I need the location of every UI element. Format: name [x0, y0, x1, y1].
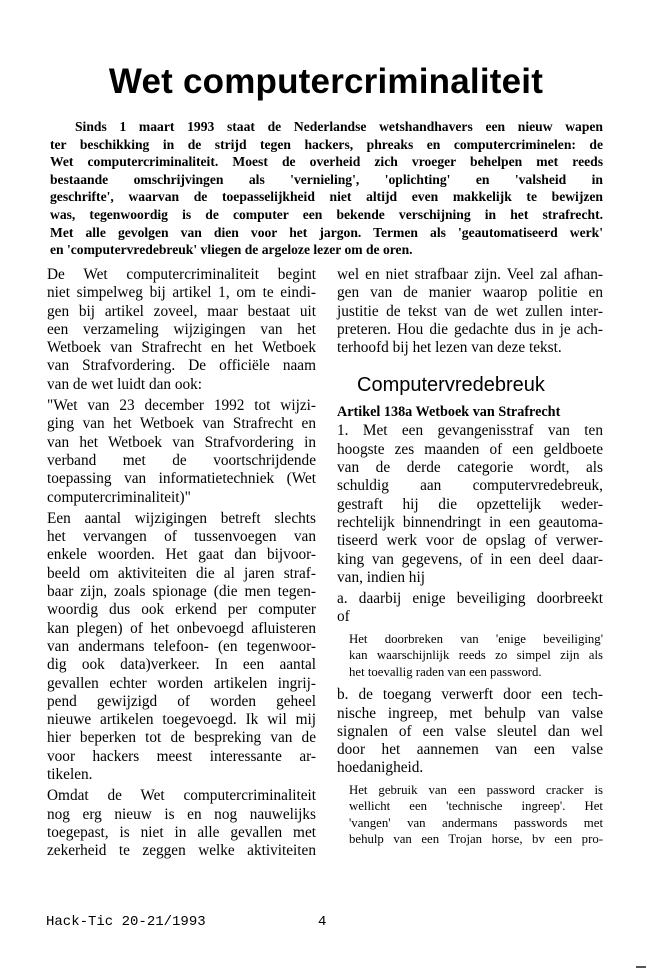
- footer-publication: Hack-Tic 20-21/1993: [46, 914, 206, 930]
- text-line: verband met de voortschrijdende: [47, 451, 316, 469]
- right-column: [337, 266, 603, 854]
- text-line: nische ingreep, met behulp van valse: [337, 704, 603, 722]
- intro-line: geschrifte', waarvan de toepasselijkheid niet altijd even makkelijk te bewijzen: [50, 189, 603, 205]
- text-line: behulp van een Trojan horse, bv een pro-: [349, 832, 603, 847]
- intro-line: ter beschikking in de strijd tegen hackers, phreaks en computercriminelen: de: [50, 136, 603, 152]
- text-line: toegepast, is niet in alle gevallen met: [47, 823, 316, 841]
- text-line: beeld om aktiviteiten die al jaren straf-: [47, 564, 316, 582]
- text-line: kan plegen) of het onbevoegd afluisteren: [47, 619, 316, 637]
- text-line: toepassing van informatietechniek (Wet: [47, 470, 316, 488]
- text-line: van andermans telefoon- (en tegenwoor-: [47, 637, 316, 655]
- commentary-note-b: [337, 782, 603, 848]
- text-line: preteren. Hou die gedachte dus in je ach-: [337, 320, 603, 338]
- text-line: Het doorbreken van 'enige beveiliging': [349, 631, 603, 646]
- text-line: signalen of een valse sleutel dan wel: [337, 722, 603, 740]
- intro-line: Sinds 1 maart 1993 staat de Nederlandse wetshandhavers een nieuw wapen: [75, 119, 603, 134]
- text-line: tikelen.: [47, 766, 93, 784]
- text-line: gen van de manier waarop politie en: [337, 284, 603, 302]
- text-line: of: [337, 608, 350, 626]
- page-number: 4: [318, 914, 327, 930]
- text-line: Het gebruik van een password cracker is: [349, 782, 603, 797]
- text-line: terhoofd bij het lezen van deze tekst.: [337, 339, 562, 357]
- text-line: nog erg nieuw is en nog nauwelijks: [47, 805, 316, 823]
- text-line: enkele woorden. Het gaat dan bijvoor-: [47, 546, 316, 564]
- intro-line: was, tegenwoordig is de computer een bekende verschijning in het strafrecht.: [50, 206, 603, 222]
- text-line: De Wet computercriminaliteit begint: [47, 266, 316, 283]
- text-line: b. de toegang verwerft door een tech-: [337, 686, 603, 704]
- clause-b: [337, 686, 603, 777]
- intro-paragraph: [50, 118, 603, 259]
- text-line: hoedanigheid.: [337, 759, 424, 777]
- paragraph-official-name: [47, 397, 316, 507]
- text-line: zekerheid te zeggen welke aktiviteiten: [47, 842, 316, 860]
- text-line: kan waarschijnlijk reeds zo simpel zijn als: [349, 648, 603, 663]
- clause-a: [337, 590, 603, 627]
- text-line: woordig dus ook erkend per computer: [47, 601, 316, 619]
- text-line: niet simpelweg bij artikel 1, om te eindi-: [47, 284, 316, 302]
- intro-line: Wet computercriminaliteit. Moest de overheid zich vroeger behelpen met reeds: [50, 154, 603, 170]
- text-line: van de wet luidt dan ook:: [47, 375, 203, 393]
- text-line: wel en niet strafbaar zijn. Veel zal afhan-: [337, 266, 603, 283]
- text-line: justitie de tekst van de wet zullen inter-: [337, 302, 603, 320]
- text-line: gestraft hij die opzettelijk weder-: [337, 495, 603, 513]
- text-line: nieuwe artikelen toegevoegd. Ik wil mij: [47, 711, 316, 729]
- text-line: gen bij artikel zoveel, maar bestaat uit: [47, 302, 316, 320]
- text-line: hoogste zes maanden of een geldboete: [337, 440, 603, 458]
- text-line: voor hackers meest interessante ar-: [47, 747, 316, 765]
- intro-line: bestaande omschrijvingen als 'vernieling', 'oplichting' en 'valsheid in: [50, 171, 603, 187]
- text-line: Een aantal wijzigingen betreft slechts: [47, 509, 316, 527]
- text-line: door het aannemen van een valse: [337, 741, 603, 759]
- clause-1: [337, 422, 603, 587]
- left-column: [47, 266, 316, 864]
- section-heading: Computervredebreuk: [357, 374, 545, 397]
- text-line: Omdat de Wet computercriminaliteit: [47, 787, 316, 805]
- text-line: het vervangen of tussenvoegen van: [47, 528, 316, 546]
- text-line: ging van het Wetboek van Strafrecht en: [47, 415, 316, 433]
- intro-line: Met alle gevolgen van dien voor het jargon. Termen als 'geautomatiseerd werk': [50, 224, 603, 240]
- text-line: computercriminaliteit)": [47, 488, 191, 506]
- text-line: wellicht een 'technische ingreep'. Het: [349, 799, 603, 814]
- text-line: van, indien hij: [337, 568, 425, 586]
- paragraph-amendments: [47, 510, 316, 784]
- commentary-note-a: [337, 631, 603, 681]
- scan-artifact: [636, 966, 646, 968]
- paragraph-intro-law: [47, 266, 316, 394]
- text-line: king van gegevens, of in een deel daar-: [337, 550, 603, 568]
- text-line: gevallen echter worden artikelen ingrij-: [47, 674, 316, 692]
- article-heading: Artikel 138a Wetboek van Strafrecht: [337, 404, 561, 421]
- text-line: a. daarbij enige beveiliging doorbreekt: [337, 590, 603, 608]
- text-line: tiseerd werk voor de opslag of verwer-: [337, 532, 603, 550]
- text-line: rechtelijk binnendringt in een geautoma-: [337, 513, 603, 531]
- paragraph-continuation: [337, 266, 603, 357]
- text-line: 1. Met een gevangenisstraf van ten: [337, 422, 603, 440]
- page-title: Wet computercriminaliteit: [108, 62, 544, 101]
- text-line: van Strafvordering. De officiële naam: [47, 357, 316, 375]
- text-line: baar zijn, zoals spionage (die men tegen-: [47, 583, 316, 601]
- text-line: dig ook data)verkeer. In een aantal: [47, 656, 316, 674]
- intro-line: en 'computervredebreuk' vliegen de argeloze lezer om de oren.: [50, 242, 413, 258]
- text-line: 'vangen' van andermans passwords met: [349, 815, 603, 830]
- text-line: van de derde categorie wordt, als: [337, 459, 603, 477]
- text-line: het toevallig raden van een password.: [349, 664, 542, 679]
- text-line: schuldig aan computervredebreuk,: [337, 477, 603, 495]
- text-line: Wetboek van Strafrecht en het Wetboek: [47, 339, 316, 357]
- text-line: "Wet van 23 december 1992 tot wijzi-: [47, 397, 316, 415]
- text-line: pend gewijzigd of worden geheel: [47, 692, 316, 710]
- paragraph-new-law: [47, 787, 316, 860]
- text-line: hier beperken tot de bespreking van de: [47, 729, 316, 747]
- text-line: van het Wetboek van Strafvordering in: [47, 433, 316, 451]
- text-line: een verzameling wijzigingen van het: [47, 320, 316, 338]
